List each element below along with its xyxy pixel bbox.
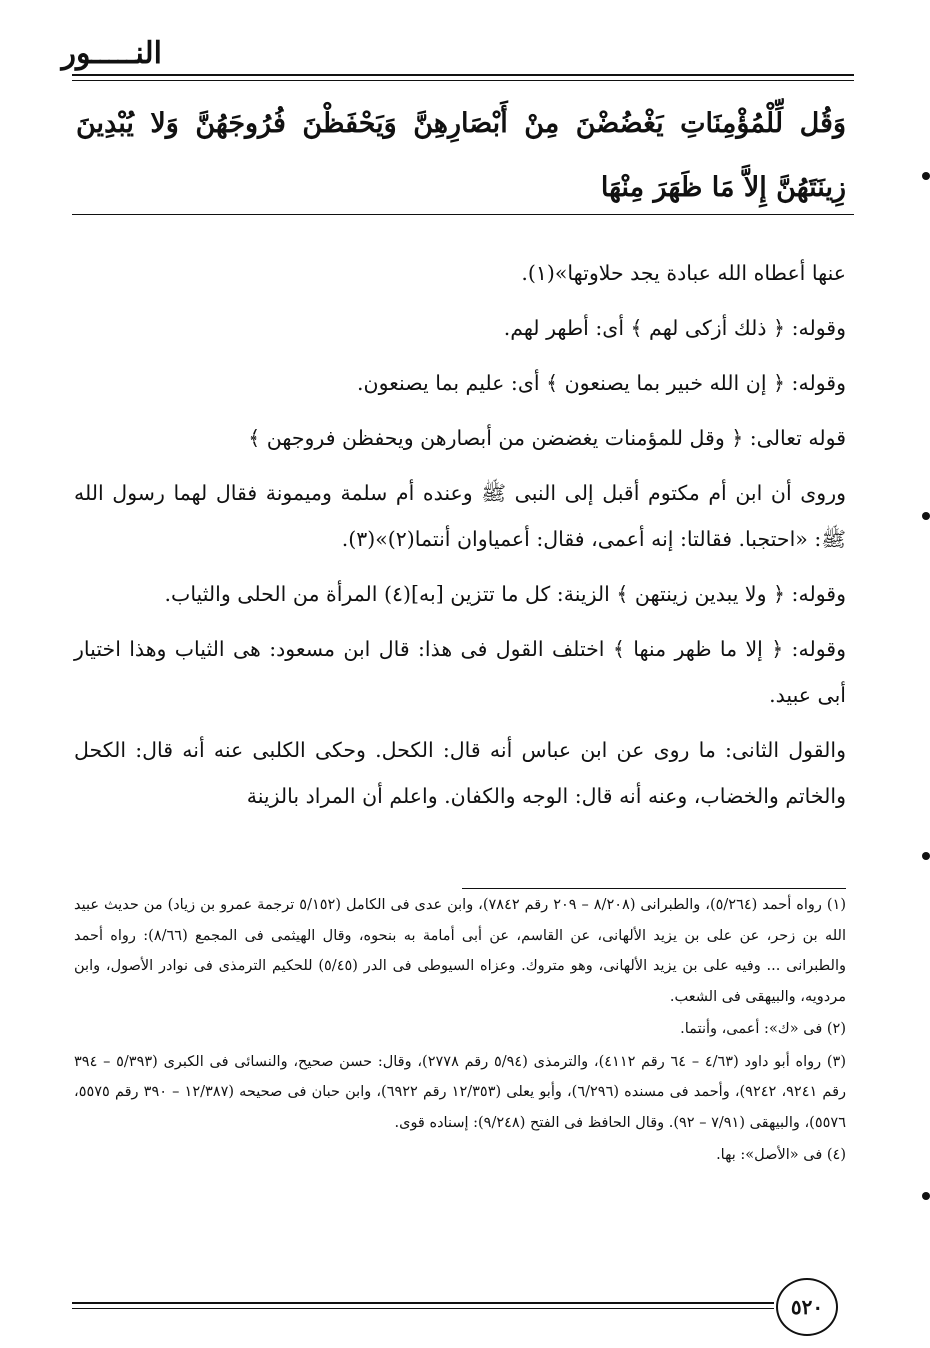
footnote-divider (462, 888, 846, 889)
footnote: (٢) فى «ك»: أعمى، وأنتما. (680, 1021, 846, 1037)
paragraph: وقوله: ﴿ إن الله خبير بما يصنعون ﴾ أى: عليم بما يصنعون. (357, 371, 846, 395)
margin-mark (922, 852, 930, 860)
paragraph: وقوله: ﴿ إلا ما ظهر منها ﴾ اختلف القول فى هذا: قال ابن مسعود: هى الثياب وهذا اختيار أبى عبيد. (74, 637, 846, 707)
footnote: (٤) فى «الأصل»: بها. (716, 1147, 846, 1163)
footer-rule (72, 1302, 774, 1304)
header-rule (72, 74, 854, 76)
footnotes (74, 890, 846, 1173)
paragraph: وقوله: ﴿ ذلك أزكى لهم ﴾ أى: أطهر لهم. (503, 316, 846, 340)
paragraph: وروى أن ابن أم مكتوم أقبل إلى النبى ﷺ وعنده أم سلمة وميمونة فقال لهما رسول الله ﷺ: «احتجبا. فقالتا: إنه أعمى، فقال: أعمياوان أنتما(٢)»(٣). (74, 481, 846, 551)
paragraph: والقول الثانى: ما روى عن ابن عباس أنه قال: الكحل. وحكى الكلبى عنه أنه قال: الكحل والخاتم والخضاب، وعنه أنه قال: الوجه والكفان. واعلم أن المراد بالزينة (74, 738, 846, 808)
paragraph: وقوله: ﴿ ولا يبدين زينتهن ﴾ الزينة: كل ما تتزين [به](٤) المرأة من الحلى والثياب. (164, 582, 846, 606)
margin-mark (922, 512, 930, 520)
footnote: (٣) رواه أبو داود (٤/٦٣ – ٦٤ رقم ٤١١٢)، والترمذى (٥/٩٤ رقم ٢٧٧٨)، وقال: حسن صحيح، والنسائى فى الكبرى (٥/٣٩٣ – ٣٩٤ رقم ٩٢٤١، ٩٢٤٢)، وأحمد فى مسنده (٦/٢٩٦)، وأبو يعلى (١٢/٣٥٣ رقم ٦٩٢٢)، وابن حبان فى صحيحه (١٢/٣٨٧ – ٣٩٠ رقم ٥٥٧٥، ٥٥٧٦)، والبيهقى (٧/٩١ – ٩٢). وقال الحافظ فى الفتح (٩/٢٤٨): إسناده قوى. (74, 1053, 847, 1131)
margin-mark (922, 172, 930, 180)
header-rule-thin (72, 80, 854, 81)
surah-title: النـــــور (61, 36, 162, 71)
paragraph: قوله تعالى: ﴿ وقل للمؤمنات يغضضن من أبصارهن ويحفظن فروجهن ﴾ (248, 426, 846, 450)
paragraph: عنها أعطاه الله عبادة يجد حلاوتها»(١). (521, 261, 846, 285)
footer-rule-thin (72, 1308, 774, 1309)
footnote: (١) رواه أحمد (٥/٢٦٤)، والطبرانى (٨/٢٠٨ – ٢٠٩ رقم ٧٨٤٢)، وابن عدى فى الكامل (٥/١٥٢ ترجمة عمرو بن زياد) من حديث عبيد الله بن زحر، عن على بن يزيد الألهانى، عن القاسم، عن أبى أمامة به بنحوه، وقال الهيثمى فى المجمع (٨/٦٦): رواه أحمد والطبرانى ... وفيه على بن يزيد الألهانى، وهو متروك. وعزاه السيوطى فى الدر (٥/٤٥) للحكيم الترمذى فى نوادر الأصول، وابن مردويه، والبيهقى فى الشعب. (74, 897, 846, 1005)
verse-divider (72, 214, 854, 215)
quran-verse: وَقُل لِّلْمُؤْمِنَاتِ يَغْضُضْنَ مِنْ أَبْصَارِهِنَّ وَيَحْفَظْنَ فُرُوجَهُنَّ وَلا يُبْدِينَ زِينَتَهُنَّ إِلاَّ مَا ظَهَرَ مِنْهَا (76, 108, 846, 203)
margin-mark (922, 1192, 930, 1200)
page-number: ٥٢٠ (776, 1278, 838, 1336)
commentary-body (74, 250, 846, 828)
